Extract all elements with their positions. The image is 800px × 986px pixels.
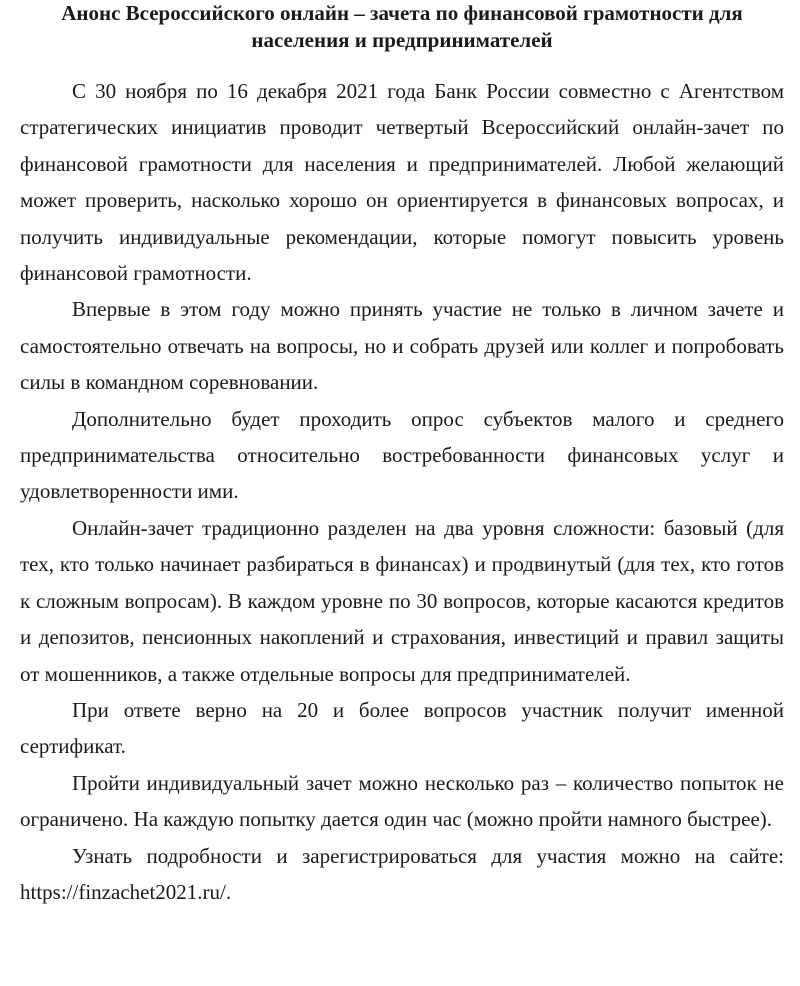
registration-text: Узнать подробности и зарегистрироваться для участия можно на сайте: xyxy=(72,843,784,868)
document-title xyxy=(28,0,776,54)
paragraph-difficulty-levels: Онлайн-зачет традиционно разделен на два уровня сложности: базовый (для тех, кто только начинает разбираться в финансах) и продвинутый (для тех, кто готов к сложным вопросам). В каждом уровне по 30 вопросов, которые касаются кредитов и депозитов, пенсионных накоплений и страхования, инвестиций и правил защиты от мошенников, а также отдельные вопросы для предпринимателей. xyxy=(20,515,784,686)
paragraph-business-survey: Дополнительно будет проходить опрос субъектов малого и среднего предпринимательства относительно востребованности финансовых услуг и удовлетворенности ими. xyxy=(20,406,784,504)
paragraph-registration xyxy=(20,838,784,911)
title-line-1: Анонс Всероссийского онлайн – зачета по финансовой грамотности для xyxy=(61,1,743,25)
title-line-2: населения и предпринимателей xyxy=(251,28,553,52)
document-body xyxy=(20,73,784,910)
site-link[interactable]: https://finzachet2021.ru/. xyxy=(20,879,232,904)
paragraph-certificate: При ответе верно на 20 и более вопросов участник получит именной сертификат. xyxy=(20,697,784,759)
paragraph-team-competition: Впервые в этом году можно принять участие не только в личном зачете и самостоятельно отвечать на вопросы, но и собрать друзей или коллег и попробовать силы в командном соревновании. xyxy=(20,297,784,395)
paragraph-intro: С 30 ноября по 16 декабря 2021 года Банк России совместно с Агентством стратегических инициатив проводит четвертый Всероссийский онлайн-зачет по финансовой грамотности для населения и предпринимателей. Любой желающий может проверить, насколько хорошо он ориентируется в финансовых вопросах, и получить индивидуальные рекомендации, которые помогут повысить уровень финансовой грамотности. xyxy=(20,79,784,286)
paragraph-attempts: Пройти индивидуальный зачет можно несколько раз – количество попыток не ограничено. На каждую попытку дается один час (можно пройти намного быстрее). xyxy=(20,770,784,832)
